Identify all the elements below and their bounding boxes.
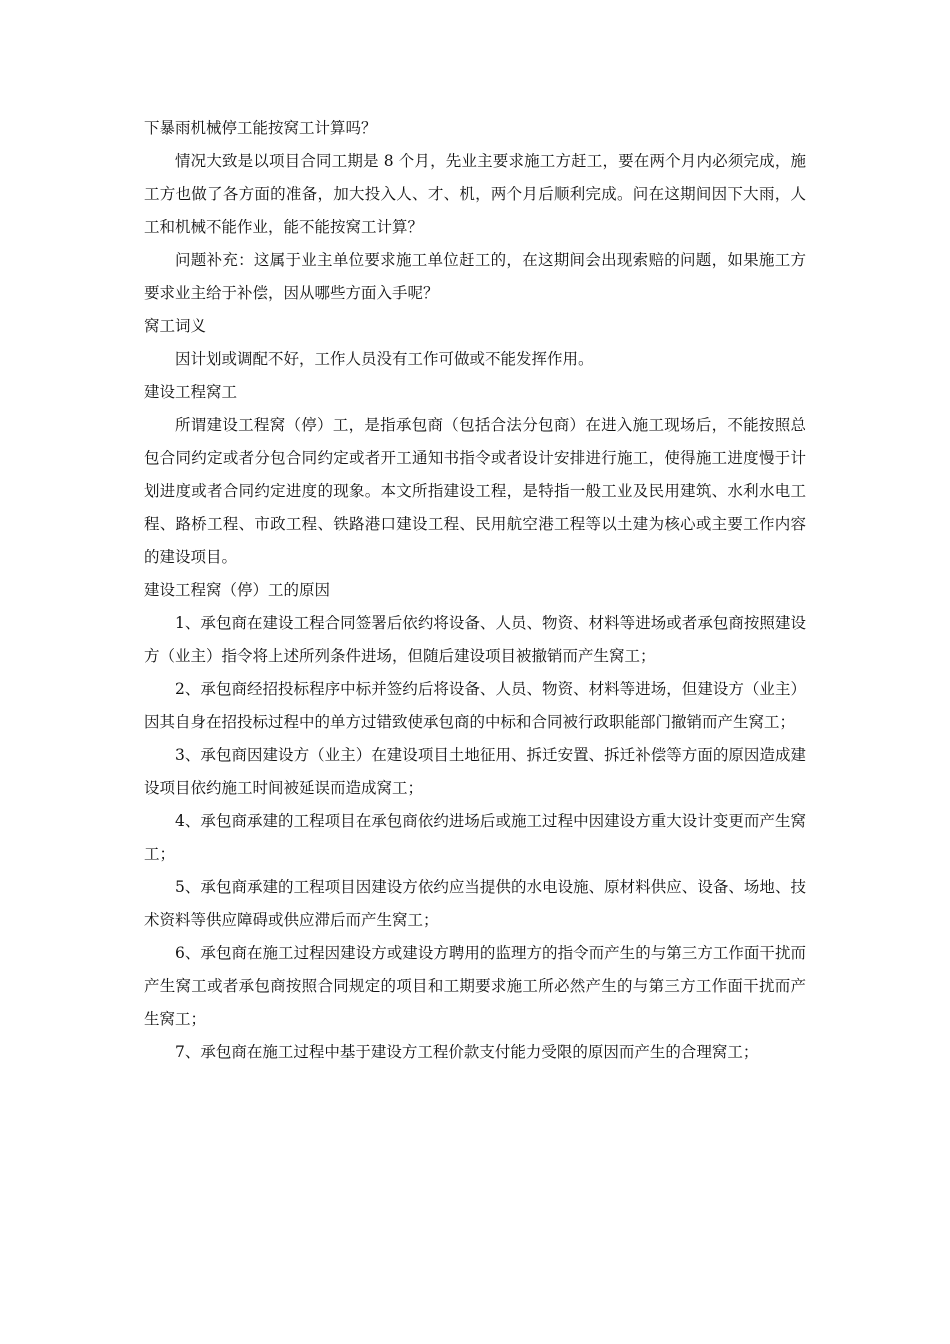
section-heading-definition: 窝工词义 xyxy=(144,317,207,335)
section-heading-construction-idle: 建设工程窝工 xyxy=(144,383,238,401)
section-heading-causes: 建设工程窝（停）工的原因 xyxy=(144,581,331,599)
cause-item: 5、承包商承建的工程项目因建设方依约应当提供的水电设施、原材料供应、设备、场地、技术资料等供应障碍或供应滞后而产生窝工； xyxy=(144,878,806,929)
definition-paragraph: 因计划或调配不好，工作人员没有工作可做或不能发挥作用。 xyxy=(175,350,594,368)
question-paragraph: 情况大致是以项目合同工期是 8 个月，先业主要求施工方赶工，要在两个月内必须完成，施工方也做了各方面的准备，加大投入人、才、机，两个月后顺利完成。问在这期间因下大雨，人工和机械不能作业，能不能按窝工计算？ xyxy=(144,152,806,236)
cause-item: 6、承包商在施工过程因建设方或建设方聘用的监理方的指令而产生的与第三方工作面干扰而产生窝工或者承包商按照合同规定的项目和工期要求施工所必然产生的与第三方工作面干扰而产生窝工； xyxy=(144,944,806,1028)
cause-item: 7、承包商在施工过程中基于建设方工程价款支付能力受限的原因而产生的合理窝工； xyxy=(175,1043,759,1061)
cause-item: 2、承包商经招投标程序中标并签约后将设备、人员、物资、材料等进场，但建设方（业主）因其自身在招投标过程中的单方过错致使承包商的中标和合同被行政职能部门撤销而产生窝工； xyxy=(144,680,806,731)
cause-item: 4、承包商承建的工程项目在承包商依约进场后或施工过程中因建设方重大设计变更而产生窝工； xyxy=(144,812,806,863)
cause-item: 1、承包商在建设工程合同签署后依约将设备、人员、物资、材料等进场或者承包商按照建设方（业主）指令将上述所列条件进场，但随后建设项目被撤销而产生窝工； xyxy=(144,614,806,665)
construction-idle-paragraph: 所谓建设工程窝（停）工，是指承包商（包括合法分包商）在进入施工现场后，不能按照总包合同约定或者分包合同约定或者开工通知书指令或者设计安排进行施工，使得施工进度慢于计划进度或者合同约定进度的现象。本文所指建设工程，是特指一般工业及民用建筑、水利水电工程、路桥工程、市政工程、铁路港口建设工程、民用航空港工程等以土建为核心或主要工作内容的建设项目。 xyxy=(144,416,806,566)
document-body xyxy=(144,112,806,1069)
cause-item: 3、承包商因建设方（业主）在建设项目土地征用、拆迁安置、拆迁补偿等方面的原因造成建设项目依约施工时间被延误而造成窝工； xyxy=(144,746,806,797)
question-supplement-paragraph: 问题补充：这属于业主单位要求施工单位赶工的，在这期间会出现索赔的问题，如果施工方要求业主给于补偿，因从哪些方面入手呢？ xyxy=(144,251,806,302)
document-title: 下暴雨机械停工能按窝工计算吗？ xyxy=(144,119,377,137)
